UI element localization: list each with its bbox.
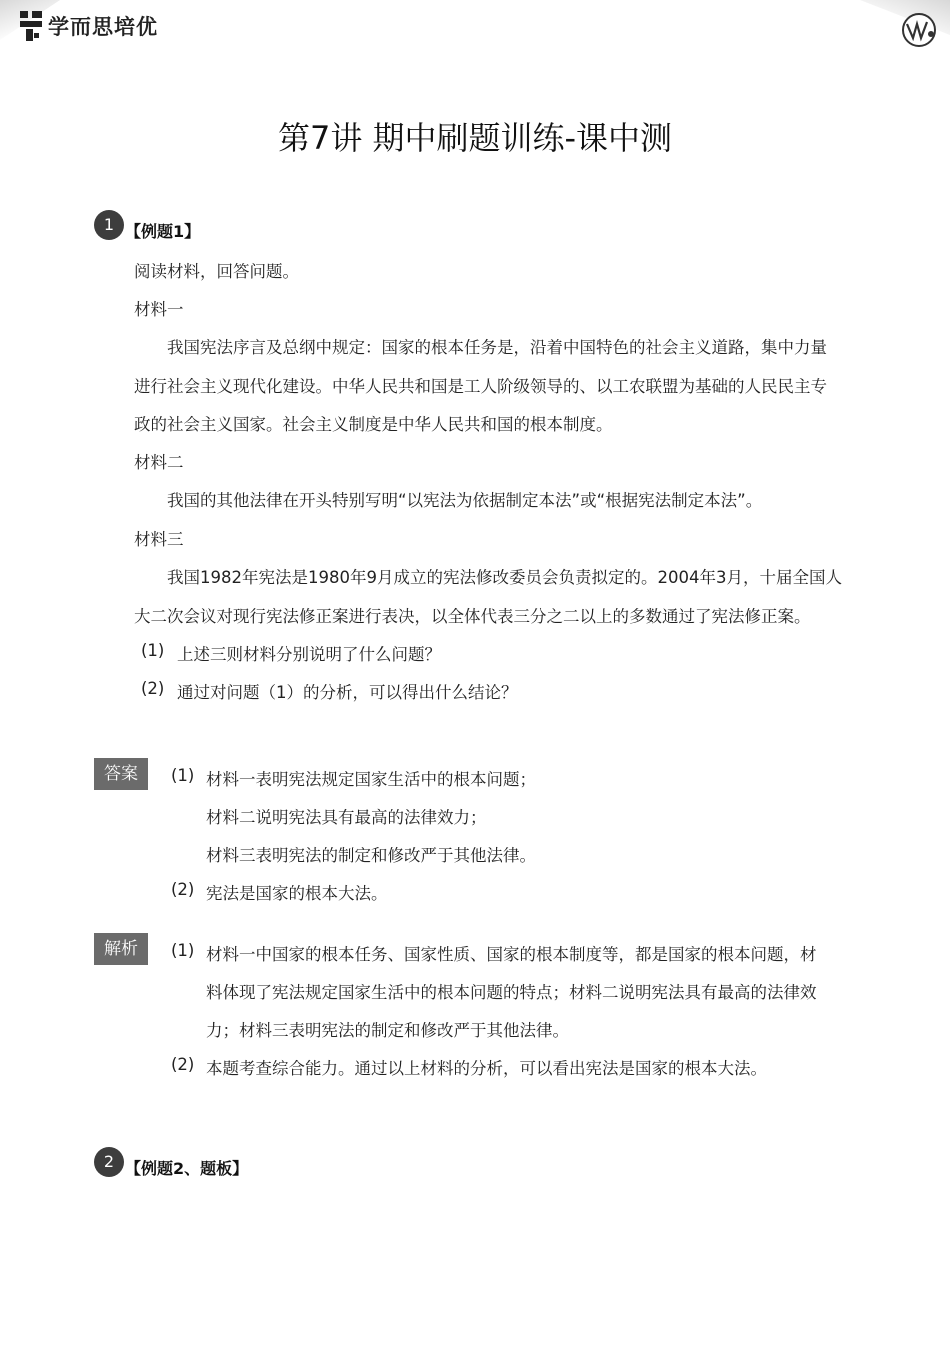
material-title: 材料一 <box>134 300 184 319</box>
mascot-badge-icon <box>899 12 939 48</box>
brand-logo-icon <box>18 9 44 43</box>
answer-tag: 答案 <box>94 758 148 790</box>
material-text-line: 进行社会主义现代化建设。中华人民共和国是工人阶级领导的、以工农联盟为基础的人民民主专 <box>134 377 827 396</box>
material-text-line: 我国1982年宪法是1980年9月成立的宪法修改委员会负责拟定的。2004年3月，十届全国人 <box>167 568 842 587</box>
brand-logo-text: 学而思培优 <box>48 15 158 39</box>
question-label: 【例题1】 <box>125 222 201 241</box>
page-title: 第7讲 期中刷题训练-课中测 <box>277 119 673 157</box>
answer-item-marker: (1) <box>171 766 195 785</box>
material-text-line: 我国的其他法律在开头特别写明“以宪法为依据制定本法”或“根据宪法制定本法”。 <box>167 491 763 510</box>
analysis-line: 力；材料三表明宪法的制定和修改严于其他法律。 <box>206 1021 569 1040</box>
question-label: 【例题2、题板】 <box>125 1159 249 1178</box>
answer-line: 宪法是国家的根本大法。 <box>206 884 388 903</box>
question-number-badge: 2 <box>94 1147 124 1177</box>
brand-logo <box>18 9 158 43</box>
sub-question-text: 通过对问题（1）的分析，可以得出什么结论？ <box>177 683 518 702</box>
question-number-badge: 1 <box>94 210 124 240</box>
analysis-item-marker: (1) <box>171 941 195 960</box>
answer-line: 材料一表明宪法规定国家生活中的根本问题； <box>206 770 536 789</box>
material-title: 材料三 <box>134 530 184 549</box>
sub-question-text: 上述三则材料分别说明了什么问题？ <box>177 645 441 664</box>
answer-item-marker: (2) <box>171 880 195 899</box>
material-title: 材料二 <box>134 453 184 472</box>
answer-line: 材料三表明宪法的制定和修改严于其他法律。 <box>206 846 536 865</box>
question-intro: 阅读材料，回答问题。 <box>134 262 299 281</box>
analysis-item-marker: (2) <box>171 1055 195 1074</box>
answer-line: 材料二说明宪法具有最高的法律效力； <box>206 808 487 827</box>
material-text-line: 我国宪法序言及总纲中规定：国家的根本任务是，沿着中国特色的社会主义道路，集中力量 <box>167 338 827 357</box>
sub-question-marker: (2) <box>141 679 165 698</box>
sub-question-marker: (1) <box>141 641 165 660</box>
analysis-line: 料体现了宪法规定国家生活中的根本问题的特点；材料二说明宪法具有最高的法律效 <box>206 983 817 1002</box>
analysis-line: 本题考查综合能力。通过以上材料的分析，可以看出宪法是国家的根本大法。 <box>206 1059 767 1078</box>
analysis-tag: 解析 <box>94 933 148 965</box>
material-text-line: 政的社会主义国家。社会主义制度是中华人民共和国的根本制度。 <box>134 415 613 434</box>
material-text-line: 大二次会议对现行宪法修正案进行表决，以全体代表三分之二以上的多数通过了宪法修正案。 <box>134 607 811 626</box>
analysis-line: 材料一中国家的根本任务、国家性质、国家的根本制度等，都是国家的根本问题，材 <box>206 945 817 964</box>
